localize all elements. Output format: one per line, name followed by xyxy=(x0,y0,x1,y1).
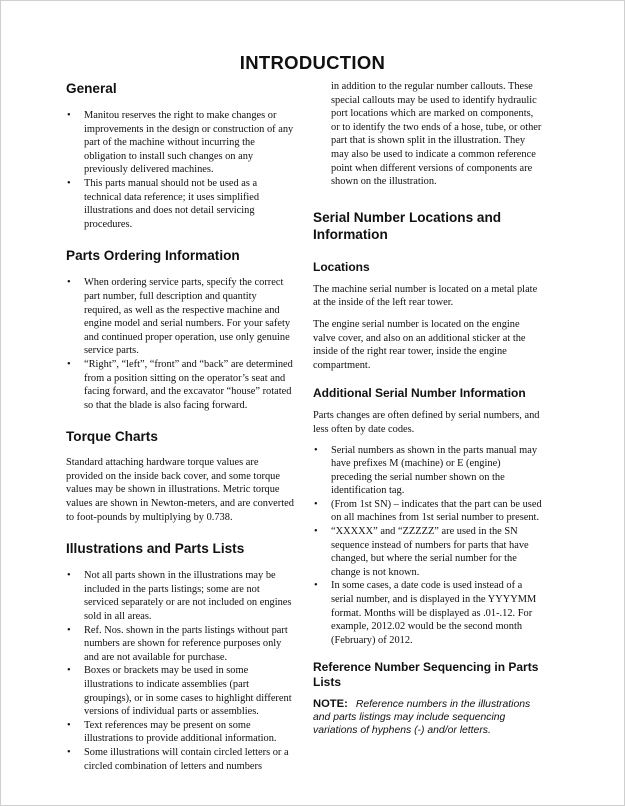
list-item: • Boxes or brackets may be used in some illustrations to indicate assemblies (part groupings), or in some cases to highlight different versions of individual parts or assemblies. xyxy=(66,664,296,718)
note-label: NOTE: xyxy=(313,698,348,711)
list-item: • “XXXXX” and “ZZZZZ” are used in the SN sequence instead of numbers for parts that have changed, but where the serial number for the change is not known. xyxy=(313,525,543,579)
list-item: • Some illustrations will contain circled letters or a circled combination of letters and numbers xyxy=(66,746,296,773)
left-column xyxy=(66,80,296,773)
reference-note xyxy=(313,698,543,737)
list-item: • When ordering service parts, specify the correct part number, full description and quantity required, as well as the respective machine and engine model and serial numbers. For your safety and continued proper operation, use only genuine service parts. xyxy=(66,276,296,358)
list-item: • Text references may be present on some illustrations to provide additional information. xyxy=(66,719,296,746)
list-item: • Serial numbers as shown in the parts manual may have prefixes M (machine) or E (engine) preceding the serial number shown on the identification tag. xyxy=(313,444,543,498)
note-text: Reference numbers in the illustrations and parts listings may include sequencing variations of hyphens (-) and/or letters. xyxy=(313,699,531,737)
locations-paragraph: The engine serial number is located on the engine valve cover, and also on an additional sticker at the inside of the right rear tower, inside the engine compartment. xyxy=(313,318,526,371)
list-item: • Manitou reserves the right to make changes or improvements in the design or construction of any part of the machine without incurring the obligation to install such changes on any previously delivered machines. xyxy=(66,109,296,177)
list-item: • In some cases, a date code is used instead of a serial number, and is displayed in the YYYYMM format. Months will be displayed as .01-.12. For example, 2012.02 would be the second month (February) of 2012. xyxy=(313,579,543,647)
additional-serial-heading: Additional Serial Number Information xyxy=(313,386,526,401)
general-heading: General xyxy=(66,81,117,96)
illustrations-continued: in addition to the regular number callouts. These special callouts may be used to identify hydraulic port locations which are marked on components, or to identify the two ends of a hose, tube, or other part that is shown split in the illustration. They may also be used to indicate a common reference point when different versions of components are shown on the illustration. xyxy=(331,81,542,188)
right-column xyxy=(313,80,543,737)
locations-paragraph: The machine serial number is located on a metal plate at the inside of the left rear tower. xyxy=(313,283,538,309)
serial-locations-heading: Serial Number Locations and Information xyxy=(313,209,502,242)
illustrations-list xyxy=(66,569,296,773)
reference-sequencing-heading: Reference Number Sequencing in Parts Lists xyxy=(313,660,539,690)
list-item: • Not all parts shown in the illustrations may be included in the parts listings; some are not serviced separately or are not included on engines sold in all areas. xyxy=(66,569,296,623)
torque-charts-heading: Torque Charts xyxy=(66,429,158,445)
additional-serial-intro: Parts changes are often defined by serial numbers, and less often by date codes. xyxy=(313,410,540,435)
general-list xyxy=(66,109,296,231)
illustrations-heading: Illustrations and Parts Lists xyxy=(66,541,245,557)
parts-ordering-heading: Parts Ordering Information xyxy=(66,248,240,264)
list-item: • Ref. Nos. shown in the parts listings without part numbers are shown for reference purposes only and are not available for purchase. xyxy=(66,624,296,665)
list-item: • (From 1st SN) – indicates that the part can be used on all machines from 1st serial number to present. xyxy=(313,498,543,525)
parts-ordering-list xyxy=(66,276,296,412)
torque-charts-text: Standard attaching hardware torque values are provided on the inside back cover, and some torque values may be shown in illustrations. Metric torque values are shown in Newton-meters, and are converted to foot-pounds by multiplying by 0.738. xyxy=(66,457,294,523)
locations-subheading: Locations xyxy=(313,259,370,274)
list-item: • “Right”, “left”, “front” and “back” are determined from a position sitting on the operator’s seat and facing forward, and the excavator “house” rotated so that the blade is also facing forward. xyxy=(66,358,296,412)
page-title: INTRODUCTION xyxy=(239,52,386,73)
additional-serial-list xyxy=(313,444,543,648)
list-item: • This parts manual should not be used as a technical data reference; it uses simplified illustrations and does not detail servicing procedures. xyxy=(66,177,296,231)
